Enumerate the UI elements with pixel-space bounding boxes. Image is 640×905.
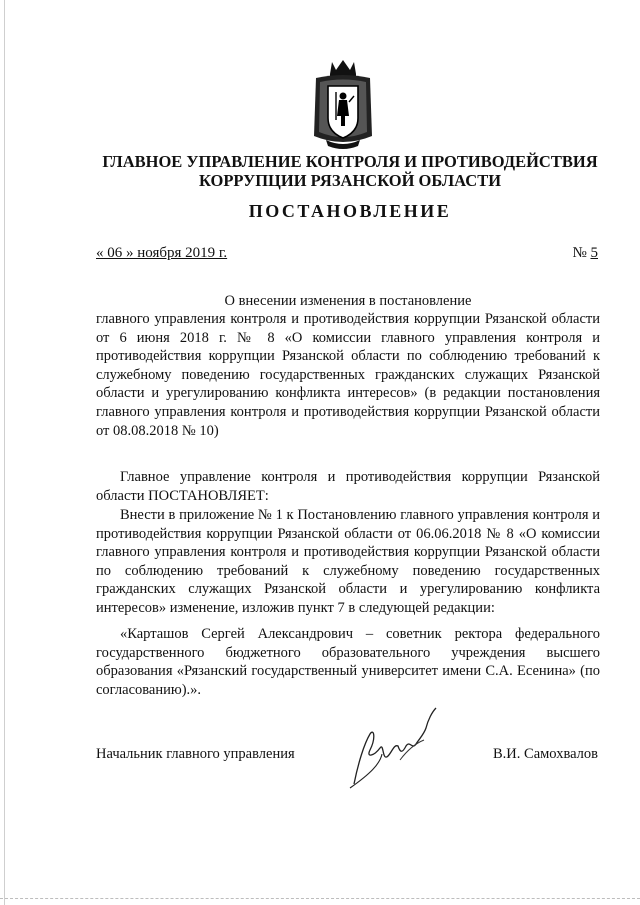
scan-edge-line — [4, 0, 5, 905]
document-type: ПОСТАНОВЛЕНИЕ — [248, 201, 452, 221]
document-date: « 06 » ноября 2019 г. — [96, 245, 228, 261]
item-1-paragraph: Внести в приложение № 1 к Постановлению главного управления контроля и противодействия коррупции Рязанской области от 06.06.2018 № 8 «О комиссии главного управления контроля и противодействия коррупции Рязанской области по соблюдению требований к служебному поведению государственных гражданских служащих Рязанской области и урегулированию конфликта интересов» изменение, изложив пункт 7 в следующей редакции: — [96, 507, 600, 616]
organization-title-line2: КОРРУПЦИИ РЯЗАНСКОЙ ОБЛАСТИ — [198, 171, 502, 190]
coat-of-arms-emblem — [312, 56, 374, 150]
organization-title-line1: ГЛАВНОЕ УПРАВЛЕНИЕ КОНТРОЛЯ И ПРОТИВОДЕЙСТВИЯ — [102, 152, 598, 171]
subject-heading: О внесении изменения в постановление — [224, 293, 472, 309]
signatory-name: В.И. Самохвалов — [493, 746, 598, 762]
subject-text: главного управления контроля и противодействия коррупции Рязанской области от 6 июня 2018 г. № 8 «О комиссии главного управления контроля и противодействия коррупции Рязанской области по соблюдению требований к служебному поведению государственных гражданских служащих Рязанской области и урегулированию конфликта интересов» (в редакции постановления главного управления контроля и противодействия коррупции Рязанской области от 08.08.2018 № 10) — [96, 311, 600, 439]
quoted-amendment: «Карташов Сергей Александрович – советник ректора федерального государственного бюджетного образовательного учреждения высшего образования «Рязанский государственный университет имени С.А. Есенина» (по согласованию).». — [96, 626, 600, 698]
number-value: 5 — [590, 245, 598, 261]
organization-title — [70, 152, 630, 190]
number-prefix: № — [572, 245, 591, 261]
scan-bottom-line — [0, 898, 640, 899]
document-number — [572, 245, 598, 262]
handwritten-signature — [340, 704, 460, 790]
preamble-paragraph: Главное управление контроля и противодействия коррупции Рязанской области ПОСТАНОВЛЯЕТ: — [96, 469, 600, 504]
signatory-position: Начальник главного управления — [96, 746, 295, 762]
